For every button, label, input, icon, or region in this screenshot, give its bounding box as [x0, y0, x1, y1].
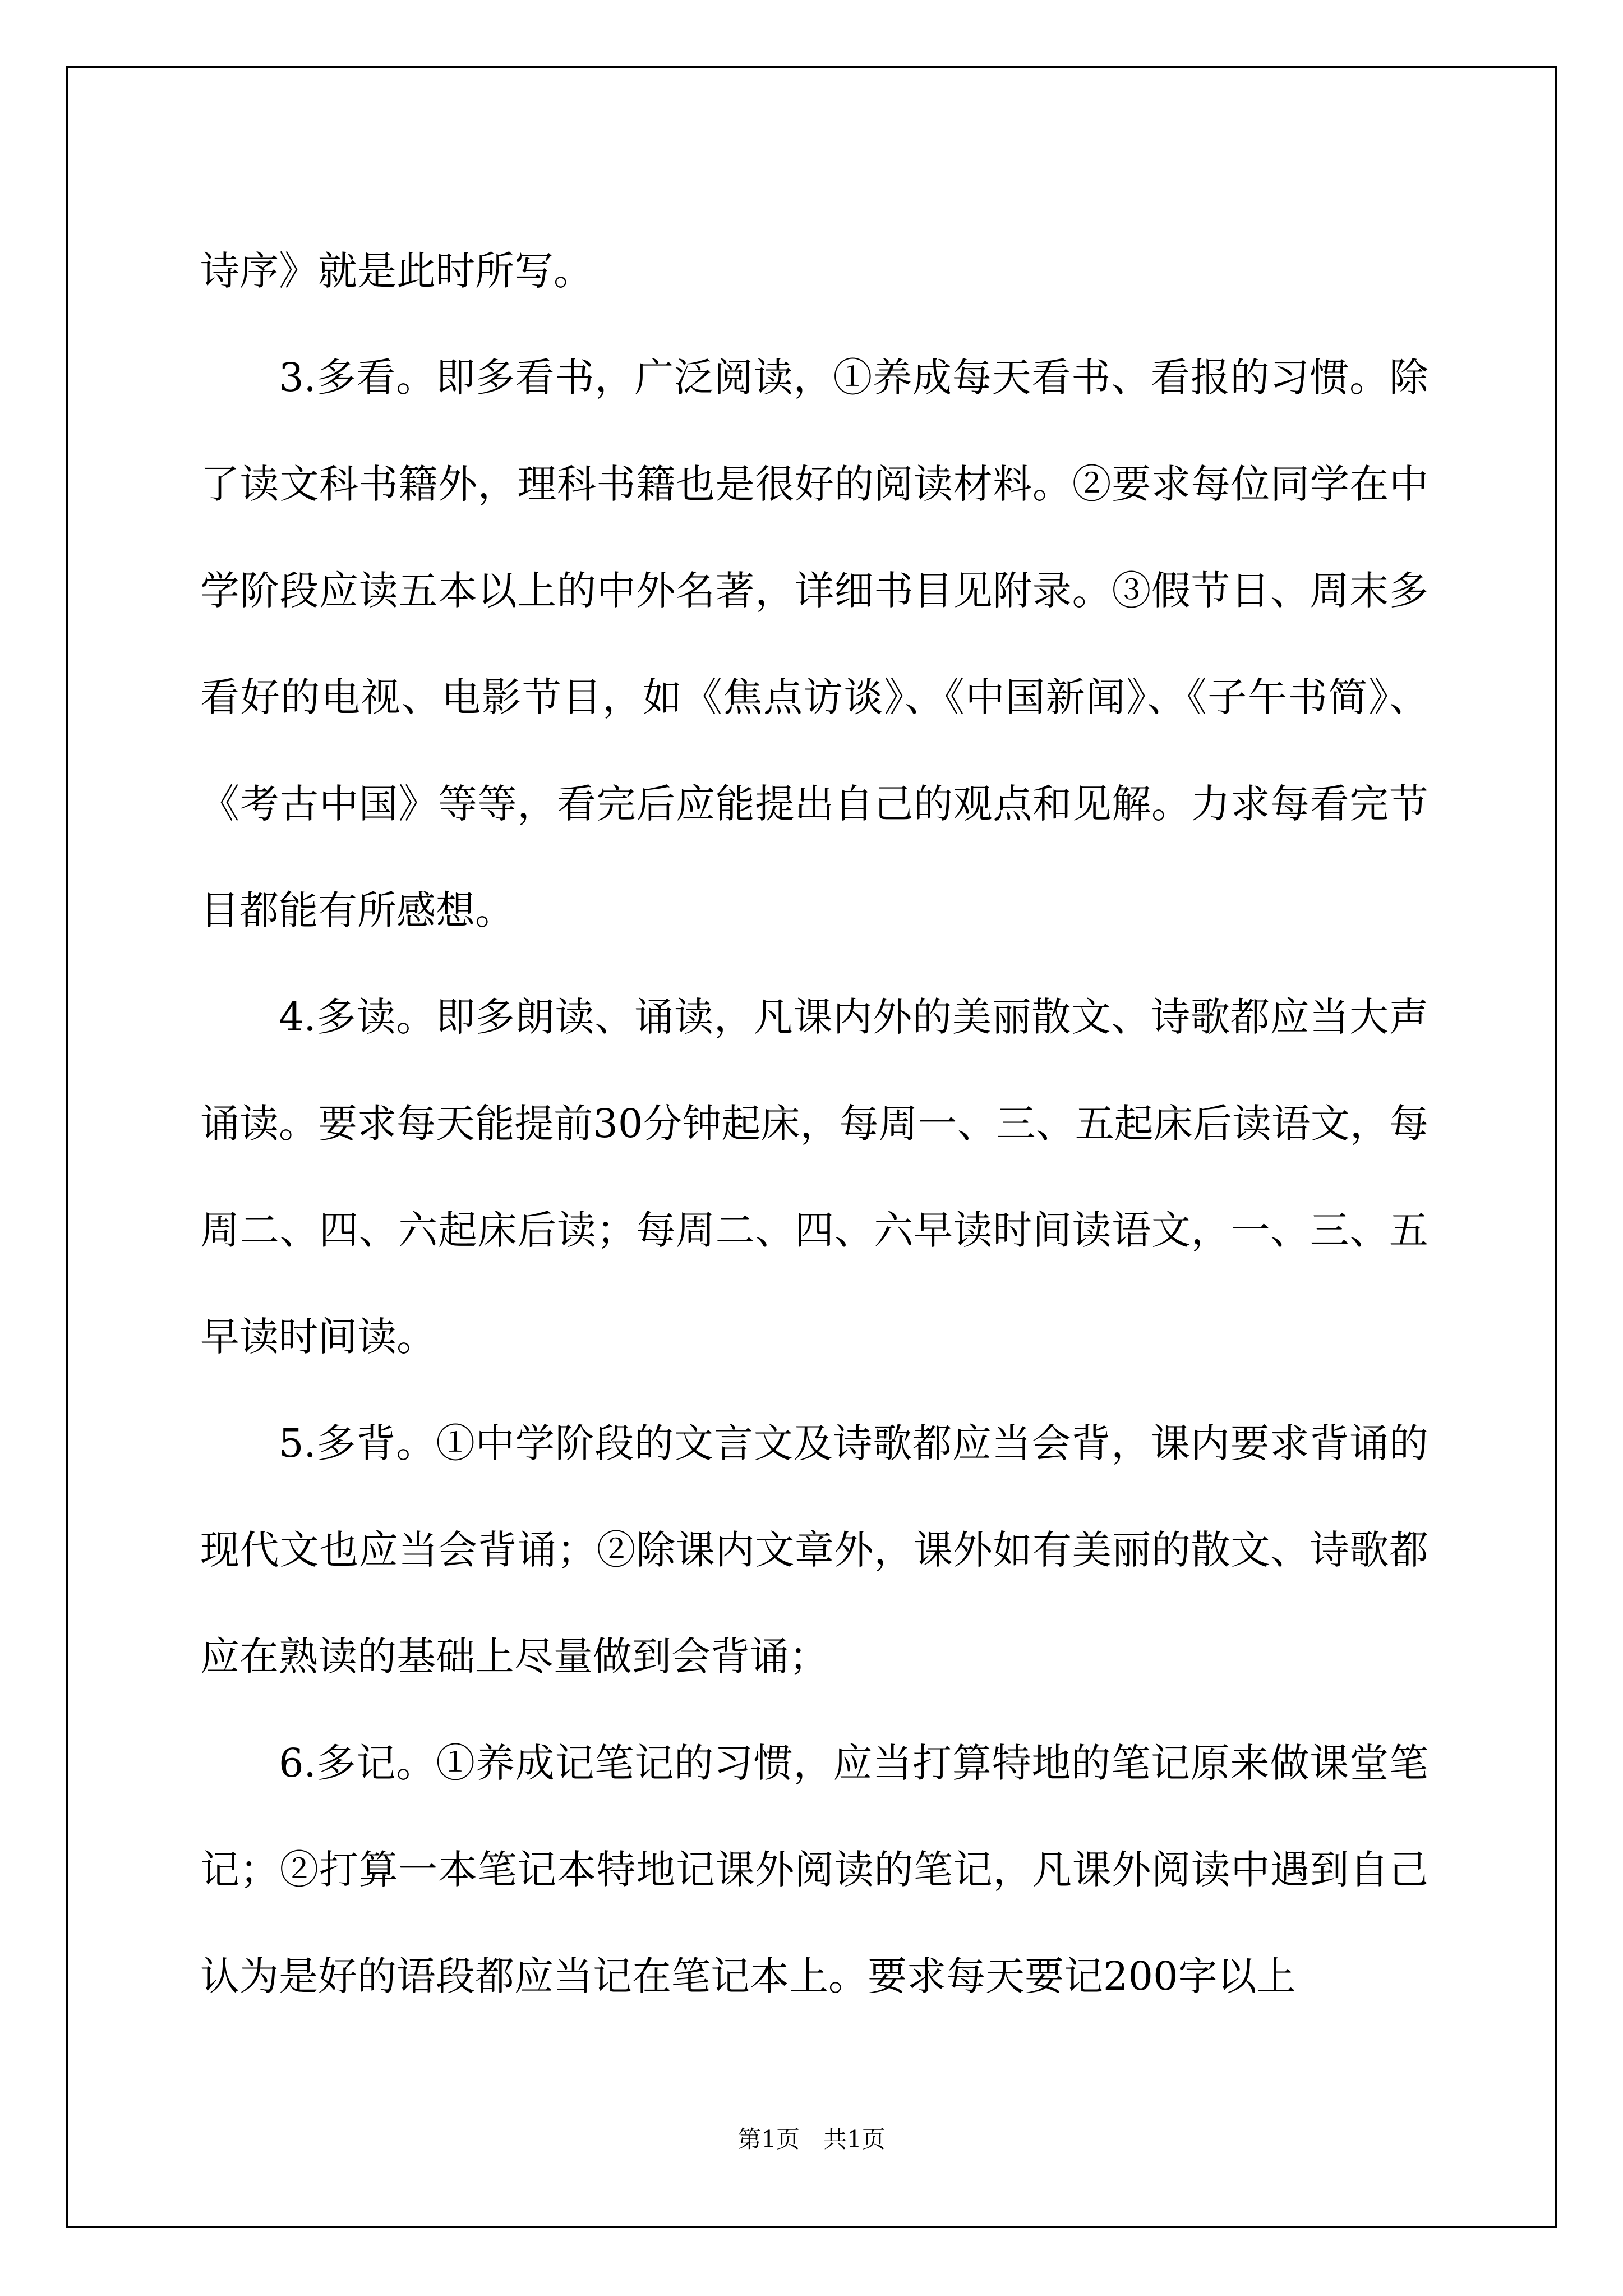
page-number-footer: 第1页 共1页 — [737, 2125, 886, 2153]
paragraph-duo-du: 4.多读。即多朗读、诵读，凡课内外的美丽散文、诗歌都应当大声诵读。要求每天能提前30分钟起床，每周一、三、五起床后读语文，每周二、四、六起床后读；每周二、四、六早读时间读语文，一、三、五早读时间读。 — [200, 994, 1428, 1360]
document-body — [200, 218, 1428, 2030]
paragraph-continuation: 诗序》就是此时所写。 — [200, 248, 593, 294]
paragraph-duo-ji: 6.多记。①养成记笔记的习惯，应当打算特地的笔记原来做课堂笔记；②打算一本笔记本特地记课外阅读的笔记，凡课外阅读中遇到自己认为是好的语段都应当记在笔记本上。要求每天要记200字以上 — [200, 1740, 1428, 1999]
paragraph-duo-kan: 3.多看。即多看书，广泛阅读，①养成每天看书、看报的习惯。除了读文科书籍外，理科书籍也是很好的阅读材料。②要求每位同学在中学阶段应读五本以上的中外名著，详细书目见附录。③假节日、周末多看好的电视、电影节目，如《焦点访谈》、《中国新闻》、《子午书简》、《考古中国》等等，看完后应能提出自己的观点和见解。力求每看完节目都能有所感想。 — [200, 355, 1428, 933]
paragraph-duo-bei: 5.多背。①中学阶段的文言文及诗歌都应当会背，课内要求背诵的现代文也应当会背诵；②除课内文章外，课外如有美丽的散文、诗歌都应在熟读的基础上尽量做到会背诵； — [200, 1420, 1428, 1680]
